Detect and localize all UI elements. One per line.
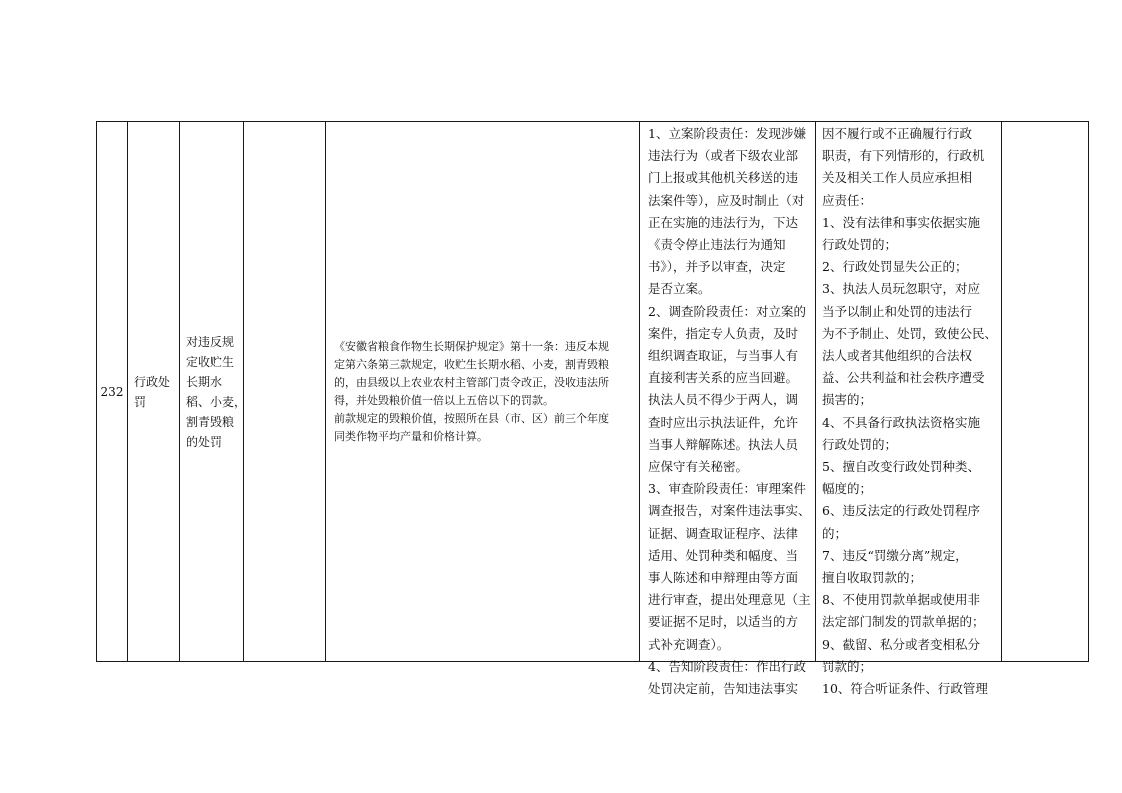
accountability-line: 的；: [822, 525, 848, 541]
responsibility-line: 案件，指定专人负责，及时: [648, 325, 799, 341]
accountability-line: 因不履行或不正确履行行政: [822, 126, 973, 141]
accountability-line: 关及相关工作人员应承担相: [822, 170, 973, 186]
responsibility-line: 要证据不足时，以适当的方: [648, 614, 799, 630]
responsibility-line: 4、告知阶段责任：作出行政: [648, 658, 806, 674]
responsibility-line: 进行审查，提出处理意见（主: [648, 592, 811, 608]
accountability-line: 法人或者其他组织的合法权: [822, 348, 973, 364]
sub-item-cell: [244, 122, 326, 662]
accountability-line: 10、符合听证条件、行政管理: [822, 681, 988, 697]
legal-basis-line: 前款规定的毁粮价值，按照所在县（市、区）前三个年度: [334, 411, 609, 425]
responsibility-line: 应保守有关秘密。: [648, 459, 749, 475]
power-item-line: 长期水: [186, 374, 223, 389]
accountability-text: [822, 123, 998, 697]
responsibility-line: 组织调查取证，与当事人有: [648, 348, 799, 364]
row-number: 232: [100, 384, 124, 399]
responsibility-line: 事人陈述和申辩理由等方面: [648, 570, 799, 586]
responsibility-line: 法案件等），应及时制止（对: [648, 192, 805, 208]
power-category-cell: [128, 122, 180, 662]
responsibility-line: 直接利害关系的应当回避。: [648, 370, 799, 386]
responsibility-line: 查时应出示执法证件，允许: [648, 414, 799, 430]
accountability-line: 应责任：: [822, 192, 873, 208]
power-list-table: [96, 121, 1089, 697]
accountability-line: 3、执法人员玩忽职守，对应: [822, 281, 980, 297]
accountability-line: 8、不使用罚款单据或使用非: [822, 592, 980, 608]
accountability-line: 损害的；: [822, 392, 873, 408]
responsibility-cell: [640, 122, 816, 697]
responsibility-line: 正在实施的违法行为，下达: [648, 214, 799, 230]
legal-basis-line: 《安徽省粮食作物生长期保护规定》第十一条：违反本规: [334, 339, 609, 353]
responsibility-line: 证据、调查取证程序、法律: [648, 525, 799, 541]
accountability-line: 6、违反法定的行政处罚程序: [822, 503, 980, 519]
legal-basis-line: 的，由县级以上农业农村主管部门责令改正，没收违法所: [334, 375, 609, 389]
accountability-line: 为不予制止、处罚，致使公民、: [822, 325, 998, 341]
responsibility-line: 当事人辩解陈述。执法人员: [648, 436, 799, 452]
responsibility-line: 1、立案阶段责任：发现涉嫌: [648, 126, 806, 141]
accountability-line: 2、行政处罚显失公正的；: [822, 259, 968, 275]
accountability-line: 擅自收取罚款的；: [822, 570, 923, 586]
accountability-line: 职责，有下列情形的，行政机: [822, 148, 985, 164]
responsibility-line: 3、审查阶段责任：审理案件: [648, 481, 806, 497]
accountability-line: 9、截留、私分或者变相私分: [822, 636, 980, 652]
legal-basis-line: 同类作物平均产量和价格计算。: [334, 429, 488, 443]
power-item-line: 稻、小麦，: [186, 394, 247, 409]
responsibility-line: 书》），并予以审查，决定: [648, 259, 786, 275]
responsibility-line: 门上报或其他机关移送的违: [648, 170, 799, 186]
accountability-line: 法定部门制发的罚款单据的；: [822, 614, 985, 630]
accountability-cell: [816, 122, 1002, 697]
responsibility-line: 违法行为（或者下级农业部: [648, 148, 799, 164]
power-item-cell: [180, 122, 247, 662]
accountability-line: 1、没有法律和事实依据实施: [822, 214, 980, 230]
accountability-line: 4、不具备行政执法资格实施: [822, 414, 980, 430]
power-item-line: 割青毁粮: [186, 414, 235, 429]
power-item-line: 的处罚: [186, 434, 223, 449]
legal-basis-line: 定第六条第三款规定，收贮生长期水稻、小麦，割青毁粮: [334, 357, 609, 371]
power-item-line: 定收贮生: [186, 354, 235, 369]
responsibility-line: 是否立案。: [648, 281, 711, 297]
responsibility-line: 适用、处罚种类和幅度、当: [648, 547, 799, 563]
table-row: [97, 122, 1089, 662]
responsibility-line: 执法人员不得少于两人，调: [648, 392, 799, 408]
accountability-line: 当予以制止和处罚的违法行: [822, 303, 973, 319]
responsibility-line: 调查报告，对案件违法事实、: [648, 503, 811, 519]
accountability-line: 益、公共利益和社会秩序遭受: [822, 370, 985, 386]
accountability-line: 7、违反“罚缴分离”规定，: [822, 547, 968, 563]
power-item-line: 对违反规: [186, 334, 235, 349]
accountability-line: 行政处罚的；: [822, 237, 898, 253]
responsibility-line: 式补充调查）。: [648, 636, 730, 652]
row-number-cell: [97, 122, 128, 662]
accountability-line: 罚款的；: [822, 658, 873, 674]
responsibility-text: [648, 123, 811, 697]
power-category-line: 罚: [134, 394, 147, 409]
power-category-line: 行政处: [134, 374, 171, 389]
responsibility-line: 处罚决定前，告知违法事实: [648, 681, 799, 697]
accountability-line: 幅度的；: [822, 481, 873, 497]
accountability-line: 行政处罚的；: [822, 436, 898, 452]
responsibility-line: 2、调查阶段责任：对立案的: [648, 303, 806, 319]
accountability-line: 5、擅自改变行政处罚种类、: [822, 459, 980, 475]
legal-basis-line: 得，并处毁粮价值一倍以上五倍以下的罚款。: [334, 393, 554, 407]
remarks-cell: [1002, 122, 1089, 662]
legal-basis-cell: [326, 122, 640, 662]
responsibility-line: 《责令停止违法行为通知: [648, 237, 786, 253]
